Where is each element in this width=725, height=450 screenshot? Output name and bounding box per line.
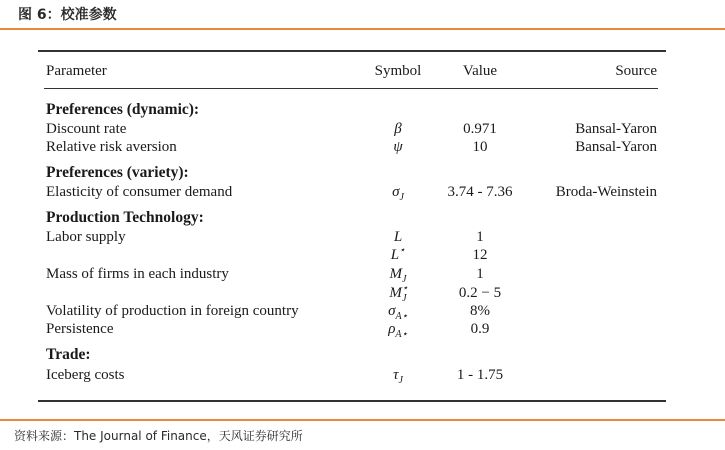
- section-heading: [0, 209, 725, 227]
- source-cell: Bansal-Yaron: [575, 139, 657, 155]
- table-row: [0, 120, 725, 138]
- table-bottom-rule: [38, 400, 666, 402]
- table-row: [0, 183, 725, 201]
- symbol-cell: $\rho_{A⋆}$: [388, 321, 408, 340]
- value-cell: 1: [476, 229, 484, 245]
- title-divider: [0, 28, 725, 30]
- source-note: 资料来源：The Journal of Finance，天风证券研究所: [14, 429, 303, 443]
- table-row: [0, 366, 725, 384]
- value-cell: 0.971: [463, 121, 497, 137]
- parameter-cell: Elasticity of consumer demand: [46, 184, 233, 200]
- source-cell: Bansal-Yaron: [575, 121, 657, 137]
- header-symbol: Symbol: [374, 63, 422, 79]
- parameter-cell: Volatility of production in foreign country: [46, 303, 299, 319]
- table-header-row: [0, 62, 725, 80]
- parameter-cell: Iceberg costs: [46, 367, 125, 383]
- table-row: [0, 265, 725, 283]
- symbol-cell: L: [393, 229, 403, 245]
- symbol-cell: $\sigma_J$: [392, 184, 404, 203]
- parameter-cell: Relative risk aversion: [46, 139, 177, 155]
- value-cell: 8%: [470, 303, 490, 319]
- value-cell: 1: [476, 266, 484, 282]
- table-row: [0, 320, 725, 338]
- symbol-cell: $\sigma_{A⋆}$: [388, 303, 408, 322]
- value-cell: 3.74 - 7.36: [447, 184, 513, 200]
- symbol-cell: L⋆: [390, 245, 406, 263]
- table-row: [0, 302, 725, 320]
- symbol-cell: $\tau_J$: [393, 367, 403, 386]
- symbol-cell: ψ: [393, 139, 403, 155]
- table-row: [0, 246, 725, 264]
- section-heading: [0, 346, 725, 364]
- parameter-cell: Discount rate: [46, 121, 127, 137]
- footer-divider: [0, 419, 725, 421]
- symbol-cell: β: [394, 121, 402, 137]
- figure-title: 图 6：校准参数: [18, 7, 117, 23]
- section-title: Production Technology:: [46, 209, 204, 226]
- parameter-cell: Labor supply: [46, 229, 126, 245]
- table-row: [0, 138, 725, 156]
- section-heading: [0, 164, 725, 182]
- value-cell: 1 - 1.75: [456, 367, 504, 383]
- section-heading: [0, 101, 725, 119]
- value-cell: 0.2 − 5: [458, 285, 502, 301]
- parameter-cell: Mass of firms in each industry: [46, 266, 229, 282]
- parameter-cell: Persistence: [46, 321, 114, 337]
- value-cell: 0.9: [470, 321, 490, 337]
- table-header-rule: [44, 88, 658, 89]
- symbol-cell: $M_J$: [389, 266, 407, 285]
- header-parameter: Parameter: [46, 63, 107, 79]
- table-row: [0, 228, 725, 246]
- section-title: Preferences (dynamic):: [46, 101, 200, 118]
- source-cell: Broda-Weinstein: [555, 184, 657, 200]
- section-title: Preferences (variety):: [46, 164, 189, 181]
- value-cell: 12: [472, 247, 488, 263]
- header-source: Source: [615, 63, 657, 79]
- section-title: Trade:: [46, 346, 91, 363]
- table-top-rule: [38, 50, 666, 52]
- table-row: [0, 284, 725, 302]
- value-cell: 10: [472, 139, 488, 155]
- header-value: Value: [462, 63, 498, 79]
- symbol-cell: $M^⋆_J$: [389, 283, 409, 304]
